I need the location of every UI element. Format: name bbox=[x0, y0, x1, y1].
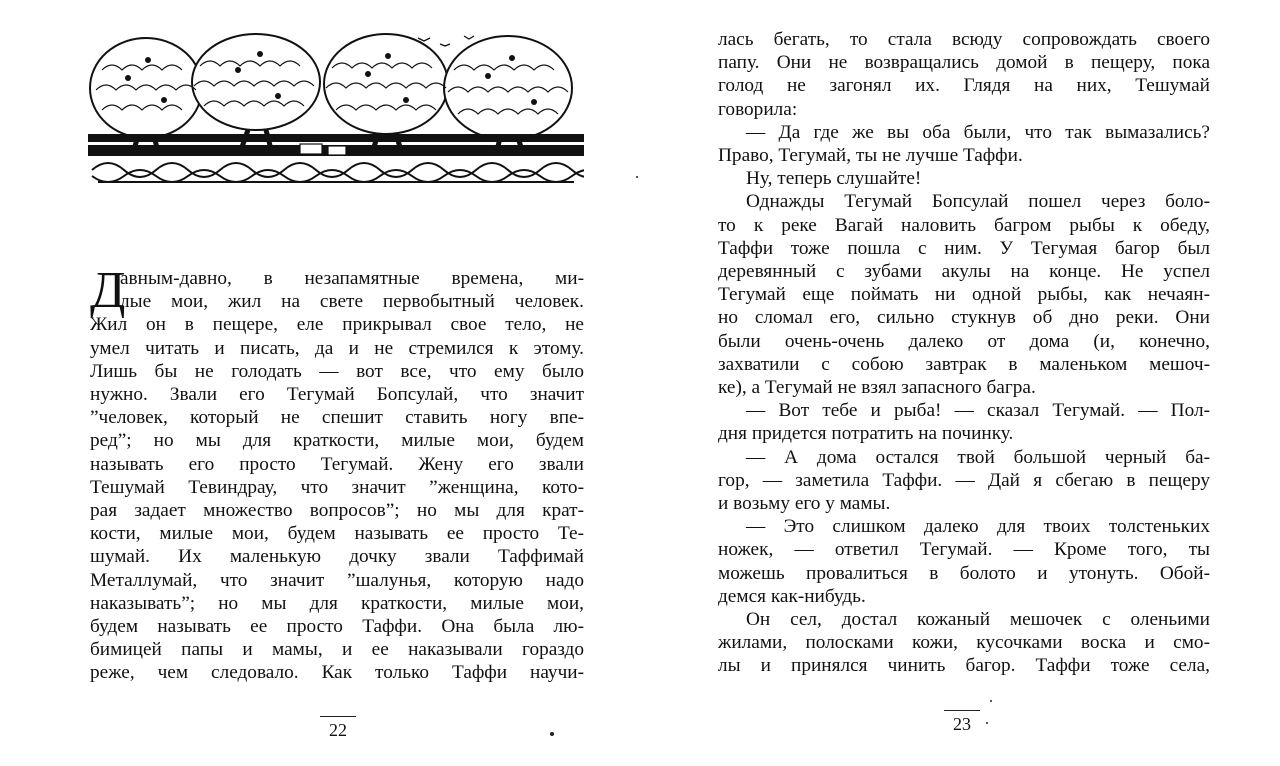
print-speck bbox=[986, 722, 988, 724]
text-line: называть его просто Тегумай. Жену его звали bbox=[90, 453, 584, 475]
page-number: 23 bbox=[953, 714, 971, 734]
text-line: Право, Тегумай, ты не лучше Таффи. bbox=[718, 145, 1023, 167]
text-line: но сломал его, сильно стукнув об дно реки. Они bbox=[718, 307, 1210, 329]
page-number-rule bbox=[320, 716, 356, 717]
text-line: Тегумай еще поймать ни одной рыбы, как нечаян- bbox=[718, 284, 1210, 306]
print-speck bbox=[550, 732, 554, 736]
text-line: Металлумай, что значит ”шалунья, которую надо bbox=[90, 569, 584, 591]
text-line: ке), а Тегумай не взял запасного багра. bbox=[718, 377, 1036, 399]
text-line: Лишь бы не голодать — вот все, что ему было bbox=[90, 360, 584, 382]
text-line: Жил он в пещере, еле прикрывал свое тело, не bbox=[90, 314, 584, 336]
text-line: авным-давно, в незапамятные времена, ми- bbox=[120, 268, 584, 289]
right-page bbox=[640, 0, 1280, 766]
page-number: 22 bbox=[329, 720, 347, 740]
text-line: можешь провалиться в болото и утонуть. Обой- bbox=[718, 562, 1210, 584]
text-line: Он сел, достал кожаный мешочек с оленьими bbox=[746, 609, 1210, 631]
text-line: Ну, теперь слушайте! bbox=[746, 168, 922, 190]
text-line: папу. Они не возвращались домой в пещеру, пока bbox=[718, 52, 1210, 74]
text-line: будем называть ее просто Таффи. Она была лю- bbox=[90, 616, 584, 638]
trees-illustration bbox=[88, 30, 584, 188]
text-line: говорила: bbox=[718, 98, 798, 120]
text-line: рая задает множество вопросов”; но мы для крат- bbox=[90, 500, 584, 522]
left-page-text bbox=[90, 262, 584, 685]
text-line: кости, милые мои, будем называть ее просто Те- bbox=[90, 523, 584, 545]
text-line: Таффи тоже пошла с ним. У Тегумая багор был bbox=[718, 237, 1210, 259]
print-speck bbox=[990, 700, 992, 702]
page-number-rule bbox=[944, 710, 980, 711]
text-line: гор, — заметила Таффи. — Дай я сбегаю в пещеру bbox=[718, 469, 1210, 491]
text-line: лы и принялся чинить багор. Таффи тоже села, bbox=[718, 655, 1210, 677]
text-line: жилами, полосками кожи, кусочками воска и смо- bbox=[718, 632, 1210, 654]
drop-cap: Д bbox=[90, 262, 126, 319]
text-line: Однажды Тегумай Бопсулай пошел через боло- bbox=[746, 191, 1210, 213]
text-line: лые мои, жил на свете первобытный человек. bbox=[120, 291, 584, 313]
text-line: реже, чем следовало. Как только Таффи научи- bbox=[90, 662, 584, 684]
text-line: ”человек, который не спешит ставить ногу впе- bbox=[90, 407, 584, 429]
print-speck bbox=[636, 176, 638, 178]
text-line: голод не загонял их. Глядя на них, Тешумай bbox=[718, 75, 1210, 97]
text-line: были очень-очень далеко от дома (и, конечно, bbox=[718, 330, 1210, 352]
text-line: наказывать”; но мы для краткости, милые мои, bbox=[90, 592, 584, 614]
text-line: деревянный с зубами акулы на конце. Не успел bbox=[718, 261, 1210, 283]
text-line: умел читать и писать, да и не стремился к этому. bbox=[90, 337, 584, 359]
text-line: шумай. Их маленькую дочку звали Таффимай bbox=[90, 546, 584, 568]
text-line: — Вот тебе и рыба! — сказал Тегумай. — Пол- bbox=[746, 400, 1210, 422]
text-line: бимицей папы и мамы, и ее наказывали гораздо bbox=[90, 639, 584, 661]
text-line: ред”; но мы для краткости, милые мои, будем bbox=[90, 430, 584, 452]
text-line: ножек, — ответил Тегумай. — Кроме того, ты bbox=[718, 539, 1210, 561]
text-line: нужно. Звали его Тегумай Бопсулай, что значит bbox=[90, 384, 584, 406]
text-line: — Да где же вы оба были, что так вымазались? bbox=[746, 121, 1210, 143]
text-line: дня придется потратить на починку. bbox=[718, 423, 1014, 445]
text-line: то к реке Вагай наловить багром рыбы к обеду, bbox=[718, 214, 1210, 236]
text-line: Тешумай Тевиндрау, что значит ”женщина, кото- bbox=[90, 476, 584, 498]
text-line: захватили с собою завтрак в маленьком мешоч- bbox=[718, 353, 1210, 375]
text-line: демся как-нибудь. bbox=[718, 585, 866, 607]
text-line: — А дома остался твой большой черный ба- bbox=[746, 446, 1210, 468]
text-line: — Это слишком далеко для твоих толстеньких bbox=[746, 516, 1210, 538]
text-line: и возьму его у мамы. bbox=[718, 493, 891, 515]
text-line: лась бегать, то стала всюду сопровождать своего bbox=[718, 29, 1210, 50]
right-page-text bbox=[718, 28, 1210, 678]
